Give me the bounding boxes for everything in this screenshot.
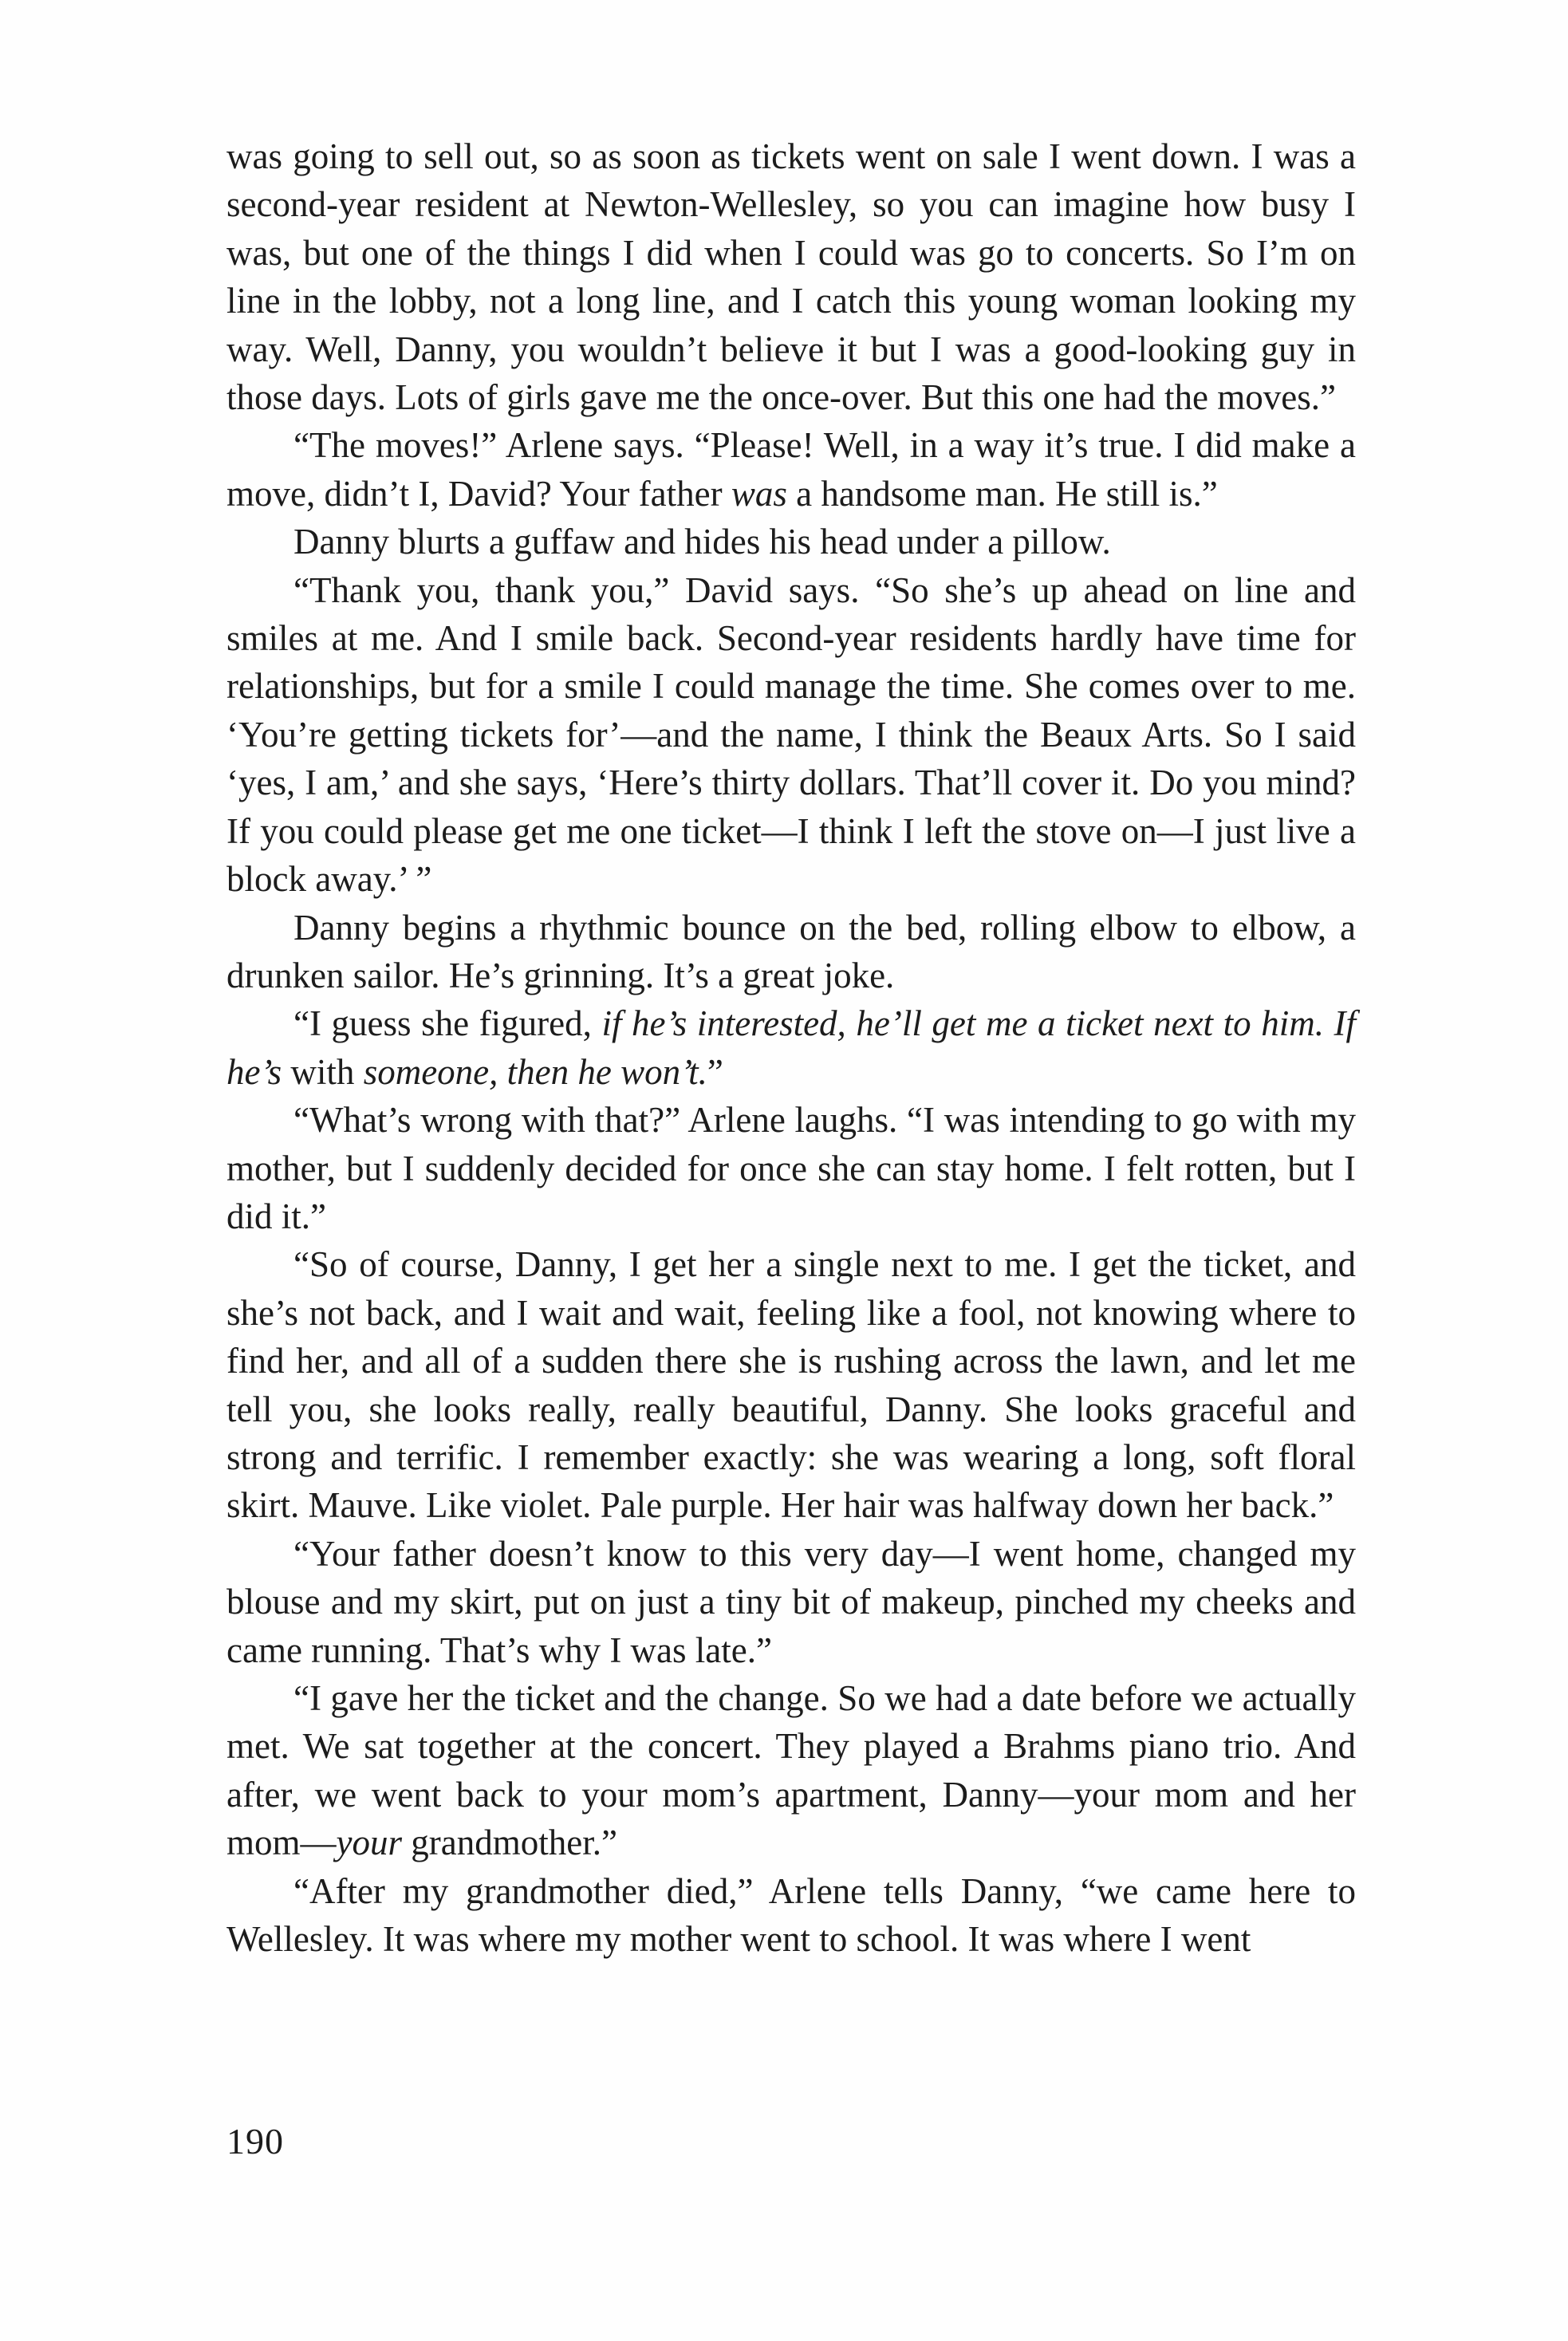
text-span: with bbox=[282, 1051, 364, 1092]
paragraph bbox=[227, 1530, 1356, 1674]
text-span: “Thank you, thank you,” David says. “So she’s up ahead on line and smiles at me. And I smile back. Second-year residents hardly have time for relationships, but for a smile I could manage the time. She comes over to me. ‘You’re getting tickets for’—and the name, I think the Beaux Arts. So I said ‘yes, I am,’ and she says, ‘Here’s thirty dollars. That’ll cover it. Do you mind? If you could please get me one ticket—I think I left the stove on—I just live a block away.’ ” bbox=[227, 569, 1356, 900]
paragraph bbox=[227, 999, 1356, 1096]
text-span: “I guess she figured, bbox=[294, 1003, 602, 1044]
emphasis: someone, then he won’t. bbox=[363, 1051, 707, 1092]
emphasis: was bbox=[731, 473, 787, 514]
paragraph bbox=[227, 566, 1356, 904]
paragraph bbox=[227, 1240, 1356, 1529]
paragraph bbox=[227, 421, 1356, 518]
text-span: Danny blurts a guffaw and hides his head under a pillow. bbox=[294, 522, 1111, 562]
body-text bbox=[227, 132, 1356, 1963]
paragraph bbox=[227, 132, 1356, 421]
text-span: “I gave her the ticket and the change. So we had a date before we actually met. We sat together at the concert. They played a Brahms piano trio. And after, we went back to your mom’s apartment, Danny—your mom and her mom— bbox=[227, 1678, 1356, 1863]
text-span: “After my grandmother died,” Arlene tells Danny, “we came here to Wellesley. It was where my mother went to school. It was where I went bbox=[227, 1870, 1356, 1960]
page-number: 190 bbox=[227, 2121, 284, 2162]
text-span: “What’s wrong with that?” Arlene laughs. “I was intending to go with my mother, but I suddenly decided for once she can stay home. I felt rotten, but I did it.” bbox=[227, 1100, 1356, 1236]
text-span: a handsome man. He still is.” bbox=[786, 473, 1218, 514]
text-span: “So of course, Danny, I get her a single next to me. I get the ticket, and she’s not back, and I wait and wait, feeling like a fool, not knowing where to find her, and all of a sudden there she is rushing across the lawn, and let me tell you, she looks really, really beautiful, Danny. She looks graceful and strong and terrific. I remember exactly: she was wearing a long, soft floral skirt. Mauve. Like violet. Pale purple. Her hair was halfway down her back.” bbox=[227, 1244, 1356, 1526]
emphasis: if he’s interested, he’ll get me a ticket next to him. If he’s bbox=[227, 1003, 1357, 1092]
text-span: ” bbox=[707, 1051, 723, 1092]
text-span: grandmother.” bbox=[402, 1823, 617, 1863]
text-span: Danny begins a rhythmic bounce on the bed, rolling elbow to elbow, a drunken sailor. He’s grinning. It’s a great joke. bbox=[227, 907, 1356, 995]
paragraph bbox=[227, 1096, 1356, 1240]
text-span: “The moves!” Arlene says. “Please! Well, in a way it’s true. I did make a move, didn’t I, David? Your father bbox=[227, 425, 1356, 514]
paragraph bbox=[227, 904, 1356, 1000]
paragraph bbox=[227, 1867, 1356, 1964]
emphasis: your bbox=[336, 1823, 403, 1863]
paragraph bbox=[227, 518, 1356, 566]
paragraph bbox=[227, 1674, 1356, 1867]
text-span: was going to sell out, so as soon as tickets went on sale I went down. I was a second-year resident at Newton-Wellesley, so you can imagine how busy I was, but one of the things I did when I could was go to concerts. So I’m on line in the lobby, not a long line, and I catch this young woman looking my way. Well, Danny, you wouldn’t believe it but I was a good-looking guy in those days. Lots of girls gave me the once-over. But this one had the moves.” bbox=[227, 136, 1356, 418]
text-span: “Your father doesn’t know to this very day—I went home, changed my blouse and my skirt, put on just a tiny bit of makeup, pinched my cheeks and came running. That’s why I was late.” bbox=[227, 1533, 1356, 1670]
